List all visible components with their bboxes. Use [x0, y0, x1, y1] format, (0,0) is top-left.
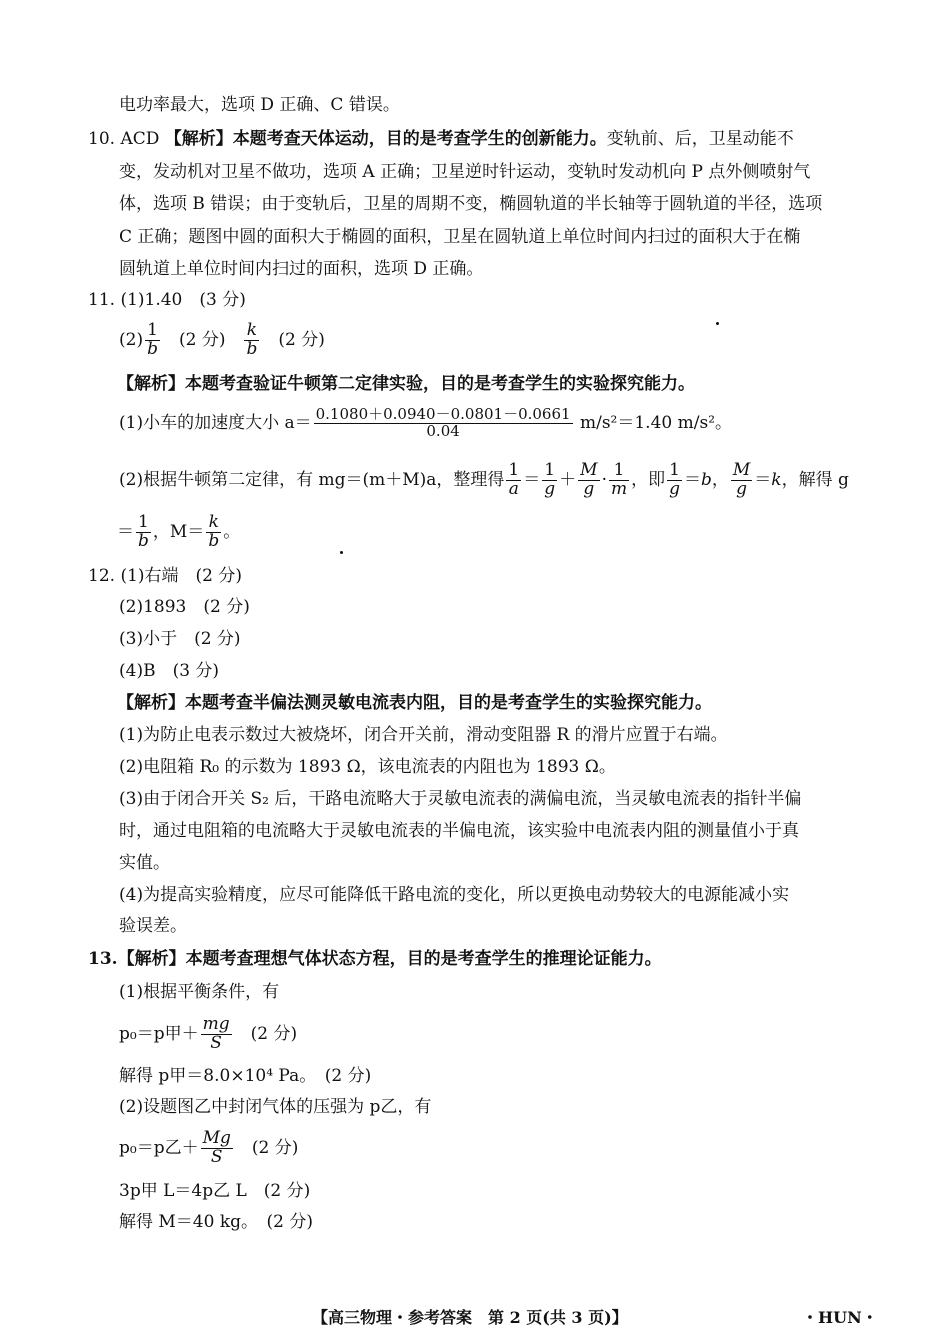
- q12-answer-4: (4)B (3 分): [119, 661, 220, 681]
- q12-answer-3: (3)小于 (2 分): [119, 629, 241, 649]
- q11-answer-2: [119, 322, 325, 359]
- question-number: 10. ACD: [88, 129, 160, 149]
- footer-code: ・HUN・: [802, 1308, 878, 1327]
- numerator: 0.1080＋0.0940－0.0801－0.0661: [315, 405, 571, 423]
- text: (2)根据牛顿第二定律，有 mg＝(m＋M)a，整理得: [119, 469, 505, 490]
- fraction: $\frac{1}{m}$: [610, 460, 628, 499]
- fraction: $\frac{M}{g}$: [580, 460, 598, 499]
- text-line: C 正确；题图中圆的面积大于椭圆的面积，卫星在圆轨道上单位时间内扫过的面积大于在椭: [119, 227, 801, 247]
- numerator: 1: [145, 322, 160, 341]
- text-line: 变，发动机对卫星不做功，选项 A 正确；卫星逆时针运动，变轨时发动机向 P 点外侧喷射气: [119, 162, 811, 182]
- denominator: b: [147, 338, 158, 359]
- text: m/s²＝1.40 m/s²。: [574, 412, 733, 433]
- q11-formula-2: (2)根据牛顿第二定律，有 mg＝(m＋M)a，整理得 $\frac{1}{a}$ ＝ $\frac{1}{g}$ ＋ $\frac{M}{g}$ · $\frac{1}{m}$ ，即 $\frac{1}{g}$ ＝b， $\frac{M}{g}$ ＝k，解得 g: [119, 460, 849, 499]
- text: (1)小车的加速度大小 a＝: [119, 412, 312, 433]
- text-line: (1)根据平衡条件，有: [119, 982, 280, 1002]
- fraction: $\frac{Mg}{S}$: [202, 1128, 231, 1167]
- q11-formula-1: [119, 407, 732, 440]
- text: (2): [119, 329, 144, 350]
- text-line: 体，选项 B 错误；由于变轨后，卫星的周期不变，椭圆轨道的半长轴等于圆轨道的半径，选项: [119, 194, 823, 214]
- text-line: 解得 p甲＝8.0×10⁴ Pa。 (2 分): [119, 1066, 372, 1086]
- text-line: (3)由于闭合开关 S₂ 后，干路电流略大于灵敏电流表的满偏电流，当灵敏电流表的指针半偏: [119, 789, 802, 809]
- q10-line-1: [88, 131, 794, 148]
- fraction: $\frac{M}{g}$: [732, 460, 751, 499]
- analysis-tag: 【解析】本题考查天体运动，目的是考查学生的创新能力。: [164, 129, 607, 149]
- text-line: 验误差。: [119, 916, 187, 936]
- q12-answer-1: 12. (1)右端 (2 分): [88, 566, 243, 586]
- q11-answer-1: 11. (1)1.40 (3 分): [88, 290, 246, 310]
- q13-equation-2: p₀＝p乙＋ $\frac{Mg}{S}$ (2 分): [119, 1128, 299, 1167]
- analysis-tag: 【解析】本题考查半偏法测灵敏电流表内阻，目的是考查学生的实验探究能力。: [117, 693, 712, 713]
- text: (2 分): [261, 329, 325, 350]
- fraction: $\frac{mg}{S}$: [202, 1014, 230, 1053]
- text-line: (1)为防止电表示数过大被烧坏，闭合开关前，滑动变阻器 R 的滑片应置于右端。: [119, 725, 728, 745]
- text-line: (4)为提高实验精度，应尽可能降低干路电流的变化，所以更换电动势较大的电源能减小实: [119, 885, 790, 905]
- text-line: (2)设题图乙中封闭气体的压强为 p乙，有: [119, 1097, 432, 1117]
- q11-formula-3: ＝ $\frac{1}{b}$ ，M＝ $\frac{k}{b}$ 。: [117, 512, 241, 551]
- scan-speck: [340, 551, 343, 554]
- text-line: 电功率最大，选项 D 正确、C 错误。: [119, 95, 400, 115]
- fraction: $\frac{1}{g}$: [669, 460, 680, 499]
- fraction: $\frac{k}{b}$: [208, 512, 220, 551]
- text-line: 实值。: [119, 853, 170, 873]
- text-line: 解得 M＝40 kg。 (2 分): [119, 1212, 314, 1232]
- fraction: [314, 407, 573, 440]
- fraction: [145, 322, 160, 359]
- q13-equation-1: p₀＝p甲＋ $\frac{mg}{S}$ (2 分): [119, 1014, 298, 1053]
- denominator: b: [246, 338, 258, 359]
- fraction: $\frac{1}{a}$: [508, 460, 520, 499]
- denominator: 0.04: [426, 421, 460, 440]
- text-line: 3p甲 L＝4p乙 L (2 分): [119, 1181, 311, 1201]
- text: (2 分): [161, 329, 243, 350]
- text-line: 圆轨道上单位时间内扫过的面积，选项 D 正确。: [119, 259, 484, 279]
- text: 变轨前、后，卫星动能不: [606, 129, 794, 149]
- q13-heading: 13.【解析】本题考查理想气体状态方程，目的是考查学生的推理论证能力。: [88, 949, 662, 969]
- analysis-tag: 【解析】本题考查验证牛顿第二定律实验，目的是考查学生的实验探究能力。: [117, 374, 695, 394]
- scan-speck: [716, 322, 719, 325]
- text-line: 时，通过电阻箱的电流略大于灵敏电流表的半偏电流，该实验中电流表内阻的测量值小于真: [119, 821, 799, 841]
- fraction: $\frac{1}{g}$: [544, 460, 556, 499]
- fraction: [244, 322, 259, 359]
- text-line: (2)电阻箱 R₀ 的示数为 1893 Ω，该电流表的内阻也为 1893 Ω。: [119, 757, 616, 777]
- numerator: k: [244, 322, 259, 341]
- fraction: $\frac{1}{b}$: [138, 512, 149, 551]
- q12-answer-2: (2)1893 (2 分): [119, 597, 250, 617]
- page-footer: 【高三物理・参考答案 第 2 页(共 3 页)】: [312, 1308, 628, 1327]
